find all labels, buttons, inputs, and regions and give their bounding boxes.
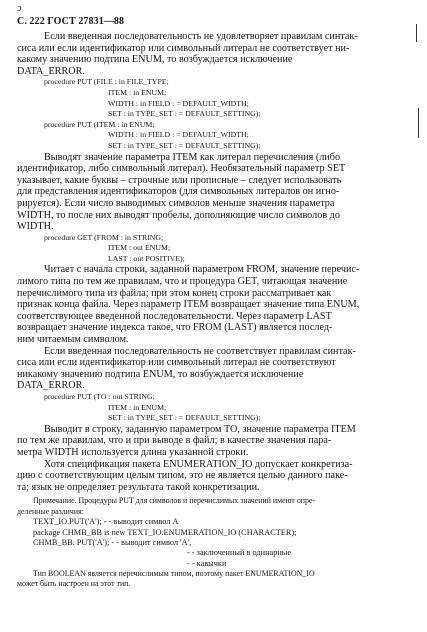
text-line: ним читаемым символом. — [17, 334, 129, 346]
margin-line-mark — [418, 108, 419, 138]
text-line: признак конца файла. Через параметр ITEM возвращает значение типа ENUM, — [17, 299, 360, 311]
example-code-line: - - заключенный в одинарные — [187, 548, 292, 558]
page-header: С. 222 ГОСТ 27831—88 — [17, 16, 125, 27]
text-line: перечислимого типа из файла; при этом конец строки рассматривает как — [17, 287, 332, 299]
text-line: лимого типа по тем же правилам, что и процедура GET, читающая значение — [17, 276, 348, 288]
code-line: procedure PUT (TO : out STRING; — [44, 392, 155, 401]
text-line: Если введенная последовательность не удовлетворяет правилам синтак- — [44, 31, 358, 42]
text-line: Выводит в строку, заданную параметром TO, значение параметра ITEM — [44, 423, 356, 435]
code-line: procedure PUT (ITEM : in ENUM; — [44, 119, 155, 129]
text-line: указывает, какие буквы – строчные или прописные – следует использовать — [17, 174, 342, 186]
text-line: возвращает значение индекса такое, что FROM (LAST) является послед- — [17, 322, 333, 334]
text-line: та; язык не определяет результата такой конкретизации. — [17, 481, 260, 493]
note-text-line: деленные различия: — [17, 506, 84, 516]
code-line: SET : in TYPE_SET : = DEFAULT_SETTING); — [108, 140, 261, 150]
code-line: procedure GET (FROM : in STRING; — [44, 232, 164, 242]
text-line: метра WIDTH используется длина указанной строки. — [17, 446, 249, 458]
code-line: ITEM : out ENUM; — [108, 243, 171, 253]
code-line: LAST : out POSITIVE); — [108, 253, 185, 263]
code-line: ITEM : in ENUM; — [108, 87, 167, 97]
example-code-line: TEXT_IO.PUT('A'); - - выводит символ A — [33, 517, 179, 527]
note-text-line: Примечание. Процедуры PUT для символов и перечислимых значений имеют опре- — [33, 496, 316, 506]
text-line: какому значению подтипа ENUM, то возбуждается исключение — [17, 54, 293, 66]
margin-line-mark — [416, 24, 417, 42]
example-code-line: package CHMB_BB is new TEXT_IO.ENUMERATION_IO (CHARACTER); — [33, 527, 297, 537]
text-line: идентификатор, либо символьный литерал). Необязательный параметр SET — [17, 163, 346, 175]
code-line: SET : in TYPE_SET : = DEFAULT_SETTING); — [108, 109, 261, 119]
text-line: Хотя спецификация пакета ENUMERATION_IO допускает конкретиза- — [44, 458, 353, 470]
text-line: Выводят значение параметра ITEM как литерал перечисления (либо — [44, 151, 341, 163]
text-line: DATA_ERROR. — [17, 380, 85, 392]
document-body — [17, 31, 413, 590]
text-line: WIDTH. — [17, 221, 54, 233]
code-line: SET : in TYPE_SET : = DEFAULT_SETTING); — [108, 413, 261, 423]
text-line: по тем же правилам, что и при выводе в файл; в качестве значения пара- — [17, 435, 332, 447]
text-line: для представления идентификаторов (для символьных литералов он игно- — [17, 186, 340, 198]
text-line: DATA_ERROR. — [17, 65, 85, 77]
code-line: WIDTH : in FIELD : = DEFAULT_WIDTH; — [108, 98, 249, 108]
example-code-line: CHMB_BB. PUT('A'); - - выводит символ 'A', — [33, 537, 192, 547]
text-line: рируется). Если число выводимых символов меньше значения параметра — [17, 197, 335, 209]
example-code-line: - - кавычки — [187, 558, 227, 568]
code-line: procedure PUT (FILE : in FILE_TYPE; — [44, 77, 169, 87]
text-line: никакому значению подтипа ENUM, то возбуждается исключение — [17, 368, 304, 380]
page-corner-mark: ↄ — [17, 3, 22, 14]
text-line: Если введенная последовательность не соответствует правилам синтак- — [44, 345, 356, 357]
note-text-line: Тип BOOLEAN является перечислимым типом, поэтому пакет ENUMERATION_IO — [33, 569, 315, 579]
text-line: сиса или если идентификатор или символьный литерал не соответствует ни- — [17, 42, 350, 54]
text-line: соответствующее введенной последовательности. Через параметр LAST — [17, 310, 332, 322]
text-line: Читает с начала строки, заданной параметром FROM, значение перечис- — [44, 264, 360, 276]
text-line: WIDTH, то после них выводят пробелы, дополняющие число символов до — [17, 209, 340, 221]
note-text-line: может быть настроен на этот тип. — [17, 579, 131, 589]
code-line: WIDTH : in FIELD : = DEFAULT_WIDTH; — [108, 130, 249, 140]
text-line: сиса или если идентификатор или символьный литерал не соответствуют — [17, 357, 336, 369]
code-line: ITEM : in ENUM; — [108, 402, 167, 412]
text-line: цию с соответствующим целым типом, это не является целью данного паке- — [17, 470, 348, 482]
